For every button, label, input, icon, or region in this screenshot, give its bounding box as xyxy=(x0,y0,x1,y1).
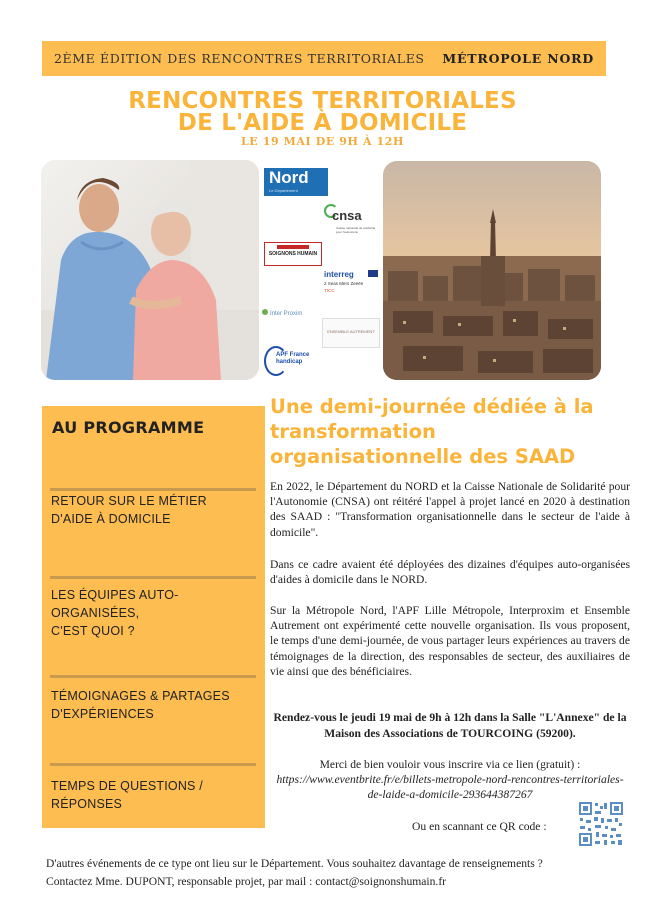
registration-link[interactable]: https://www.eventbrite.fr/e/billets-metropole-nord-rencontres-territoriales-de-laide-a-domicile-293644387267 xyxy=(276,773,624,801)
cnsa-logo-subtext: Caisse nationale de solidarité pour l'autonomie xyxy=(336,226,376,234)
cnsa-logo-text: cnsa xyxy=(332,208,362,223)
soignons-humain-logo xyxy=(264,242,322,266)
page-title-line1: RENCONTRES TERRITORIALES xyxy=(128,88,517,114)
event-date: LE 19 MAI DE 9H À 12H xyxy=(240,135,405,148)
soignons-logo-text: SOIGNONS HUMAIN xyxy=(268,251,318,257)
section-heading: Une demi-journée dédiée à la transformation organisationnelle des SAAD xyxy=(270,395,594,468)
apf-logo xyxy=(264,342,320,376)
program-sidebar xyxy=(42,406,265,828)
partners-paragraph: Sur la Métropole Nord, l'APF Lille Métropole, Interproxim et Ensemble Autrement ont expérimenté cette nouvelle organisation. Ils vous proposent, le temps d'une demi-journée, de vous partager leurs expériences au travers de témoignages de la direction, des responsables de secteur, des auxiliaires de vie ainsi que des bénéficiaires. xyxy=(270,604,630,678)
divider xyxy=(50,675,256,678)
program-heading: AU PROGRAMME xyxy=(52,418,205,437)
partner-logos xyxy=(262,162,380,378)
nord-logo xyxy=(264,168,328,196)
program-item-line: RETOUR SUR LE MÉTIER xyxy=(51,494,207,508)
registration-text: Merci de bien vouloir vous inscrire via ce lien (gratuit) : xyxy=(319,758,581,771)
interreg-logo-text: interreg xyxy=(324,270,354,279)
program-item-line: C'EST QUOI ? xyxy=(51,624,135,638)
interreg-logo-subtext: 2 Seas Mers Zeeën xyxy=(324,281,364,286)
ensemble-logo-text: ENSEMBLE AUTREMENT xyxy=(327,329,375,334)
program-item xyxy=(51,492,261,528)
footer-line1: D'autres événements de ce type ont lieu sur le Département. Vous souhaitez davantage de renseignements ? xyxy=(46,857,543,870)
nord-logo-text: Nord xyxy=(269,168,309,187)
program-item-line: LES ÉQUIPES AUTO-ORGANISÉES, xyxy=(51,588,179,620)
program-item xyxy=(51,687,261,723)
soignons-red-bar xyxy=(277,245,309,249)
program-item-line: D'AIDE À DOMICILE xyxy=(51,512,171,526)
rendezvous-text: Rendez-vous le jeudi 19 mai de 9h à 12h dans la Salle "L'Annexe" de la Maison des Associations de TOURCOING (59200). xyxy=(273,711,627,740)
interreg-logo xyxy=(324,270,380,298)
divider xyxy=(50,576,256,579)
program-item-line: TÉMOIGNAGES & PARTAGES xyxy=(51,689,230,703)
caregiver-photo xyxy=(41,160,259,380)
divider xyxy=(50,488,256,491)
location-label: MÉTROPOLE NORD xyxy=(442,51,594,66)
footer-line2: Contactez Mme. DUPONT, responsable projet, par mail : contact@soignonshumain.fr xyxy=(46,875,447,888)
intro-paragraph: En 2022, le Département du NORD et la Caisse Nationale de Solidarité pour l'Autonomie (CNSA) ont réitéré l'appel à projet lancé en 2020 à destination des SAAD : "Transformation organisationnelle dans le secteur de l'aide à domicile". xyxy=(270,480,630,539)
interproxim-logo-text: Inter Proxim xyxy=(270,311,303,317)
qr-code[interactable] xyxy=(578,801,624,847)
page-title-line2: DE L'AIDE À DOMICILE xyxy=(177,110,468,136)
header-banner xyxy=(42,41,606,76)
program-item-line: D'EXPÉRIENCES xyxy=(51,707,154,721)
apf-logo-text: APF France handicap xyxy=(276,352,310,365)
qr-label: Ou en scannant ce QR code : xyxy=(412,820,547,833)
program-item-line: TEMPS DE QUESTIONS / RÉPONSES xyxy=(51,779,203,811)
cityscape-photo xyxy=(383,161,601,380)
context-paragraph: Dans ce cadre avaient été déployées des dizaines d'équipes auto-organisées d'aides à domicile dans le NORD. xyxy=(270,558,630,587)
divider xyxy=(50,763,256,766)
registration-block xyxy=(270,757,630,802)
nord-logo-subtext: Le Département xyxy=(269,188,298,193)
interproxim-logo xyxy=(262,302,322,316)
interproxim-dot-icon xyxy=(262,309,268,315)
edition-label: 2ÈME ÉDITION DES RENCONTRES TERRITORIALES xyxy=(54,51,425,66)
program-item xyxy=(51,586,261,640)
program-item xyxy=(51,777,261,813)
interreg-logo-ticc: TICC xyxy=(324,288,335,293)
eu-flag-icon xyxy=(368,270,378,277)
footer xyxy=(46,855,636,891)
ensemble-autrement-logo xyxy=(322,318,380,348)
cnsa-logo xyxy=(324,204,380,238)
